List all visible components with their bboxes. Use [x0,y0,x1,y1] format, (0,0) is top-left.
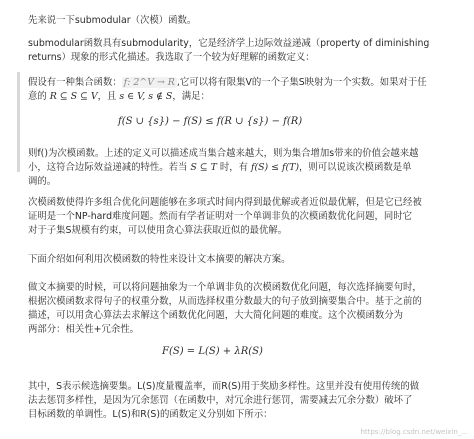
definition-line-1 [28,77,427,88]
monotone-subset: S ⊆ T [190,162,217,173]
element-condition: s ∈ V, s ∉ S [119,91,173,102]
p6-line-1: 其中，S表示候选摘要集。L(S)度量覆盖率，而R(S)用于奖励多样性。这里并没有使用传统的做 [28,381,420,392]
explanation-line-2 [28,162,412,173]
explanation-text-a: 小，这符合边际效益递减的特性。若当 [28,162,188,173]
p3-line-1: 次模函数使得许多组合优化问题能够在多项式时间内得到最优解或者近似最优解，但是它已经被 [28,197,422,208]
monotone-condition: f(S) ≤ f(T) [250,162,300,173]
explanation-line-1: 则f()为次模函数。上述的定义可以描述成当集合越来越大，则为集合增加s带来的价值会越来越 [28,148,419,159]
definition-text-c: 意的 [28,91,47,102]
definition-text-e: ，满足： [172,91,210,102]
explanation-text-c: ，则可以说该次模函数是单 [299,162,412,173]
watermark: https://blog.csdn.net/weixin_... [360,428,468,436]
p5-line-4: 两部分：相关性+冗余性。 [28,324,139,335]
objective-equation: F(S) = L(S) + λR(S) [162,346,263,357]
definition-text-a: 假设有一种集合函数： [28,77,122,88]
heading-line: 先来说一下submodular（次模）函数。 [28,15,197,26]
p6-line-2: 法去惩罚多样性，是因为冗余惩罚（在函数中，对冗余进行惩罚，需要减去冗余分数）破坏了 [28,395,413,406]
definition-text-b: ,它可以将有限集V的一个子集S映射为一个实数。如果对于任 [176,77,427,88]
p3-line-2: 证明是一个NP-hard难度问题。然而有学者证明对一个单调非负的次模函数优化问题，同时它 [28,211,413,222]
explanation-text-b: 时，有 [219,162,248,173]
p5-line-1: 做文本摘要的时候，可以将问题抽象为一个单调非负的次模函数优化问题，每次选择摘要句时， [28,282,422,293]
set-function-formula: f: 2^V → R [123,77,175,88]
p5-line-3: 描述，可以用贪心算法去求解这个函数优化问题，大大简化问题的难度。这个次模函数分为 [28,310,404,321]
explanation-line-3: 调的。 [28,176,57,187]
definition-line-2 [28,91,210,102]
definition-text-d: ，且 [97,91,117,102]
intro-line-1: submodular函数具有submodularity，它是经济学上边际效益递减（property of diminishing [28,38,430,49]
p5-line-2: 根据次模函数求得句子的权重分数，从而选择权重分数最大的句子放到摘要集合中。基于之前的 [28,296,422,307]
intro-line-2: returns）现象的形式化描述。我选取了一个较为好理解的函数定义： [28,52,315,63]
submodular-inequality: f(S ∪ {s}) − f(S) ≤ f(R ∪ {s}) − f(R) [118,116,303,127]
p6-line-3: 目标函数的单调性。L(S)和R(S)的函数定义分别如下所示： [28,409,273,420]
p3-line-3: 对于子集S规模有约束，可以使用贪心算法获取近似的最优解。 [28,225,288,236]
quote-bar [17,72,20,172]
p4-line: 下面介绍如何利用次模函数的特性来设计文本摘要的解决方案。 [28,254,291,265]
subset-relation: R ⊆ S ⊆ V [49,91,98,102]
